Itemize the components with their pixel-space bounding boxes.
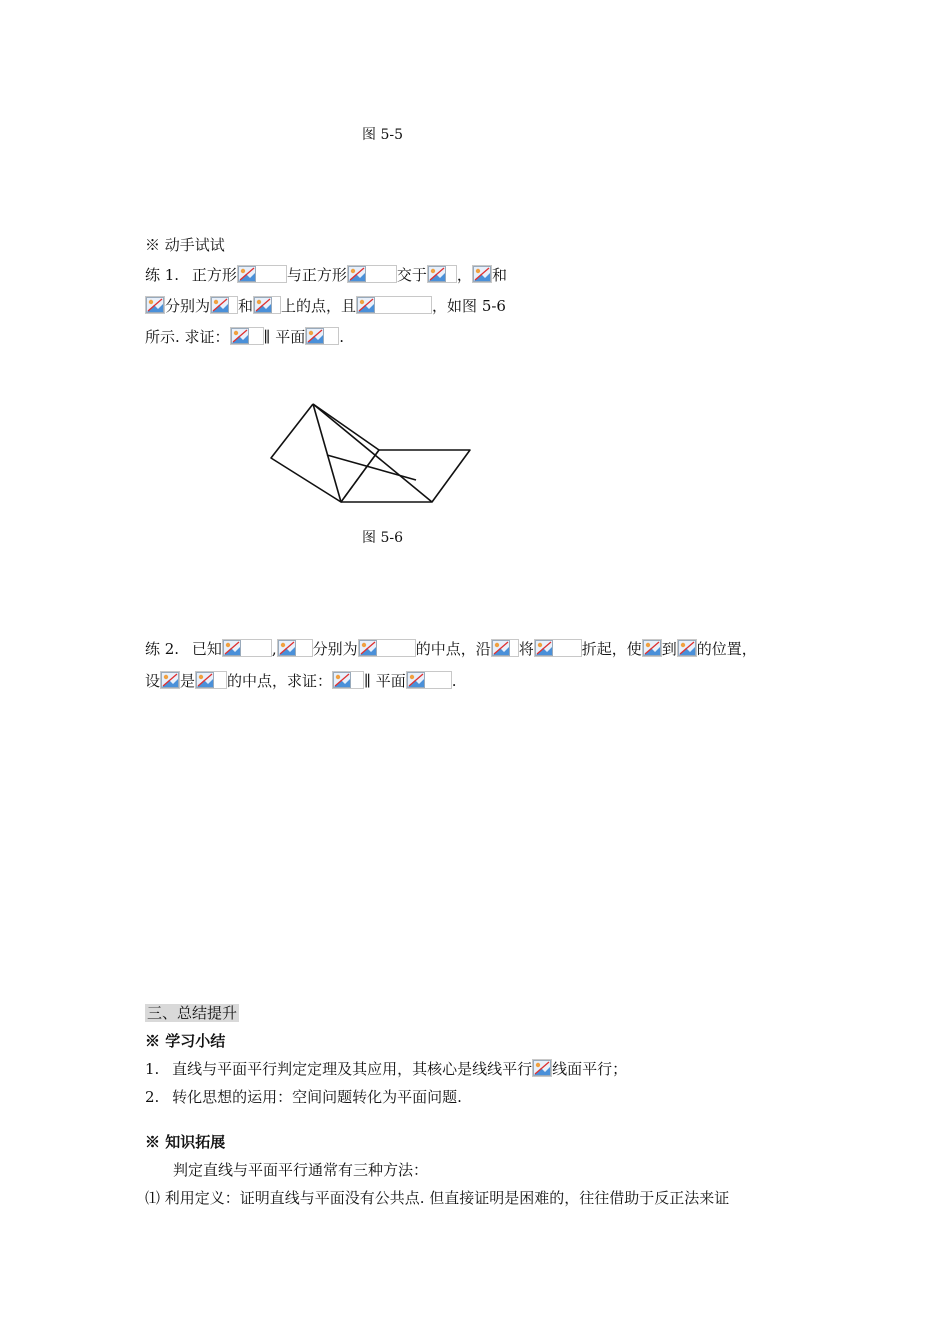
figure-5-6-caption: 图 5-6 (362, 530, 403, 546)
extension-intro: 判定直线与平面平行通常有三种方法： (173, 1161, 429, 1179)
exercise-1-line-3 (145, 327, 344, 347)
broken-image-icon (359, 640, 377, 656)
exercise-2-line-1 (145, 639, 757, 659)
list-number: 1. (145, 1060, 160, 1078)
formula-image (237, 265, 287, 283)
section-heading: 三、总结提升 (147, 1004, 238, 1022)
formula-image (642, 639, 662, 657)
formula-image (277, 639, 313, 657)
summary-heading: ※ 学习小结 (145, 1032, 226, 1050)
exercise-2-label: 练 2. (145, 640, 180, 658)
text: 的中点，沿 (415, 640, 491, 658)
extension-item-1: ⑴ 利用定义：证明直线与平面没有公共点. 但直接证明是困难的，往往借助于反正法来证 (145, 1189, 730, 1207)
formula-image (347, 265, 397, 283)
summary-section-title (145, 1003, 239, 1023)
text: 将 (518, 640, 534, 658)
text: 上的点，且 (281, 297, 357, 315)
broken-image-icon (348, 266, 366, 282)
text: ∥ 平面 (263, 328, 306, 346)
summary-item-2 (145, 1087, 462, 1107)
broken-image-icon (278, 640, 296, 656)
text: ， (456, 266, 472, 284)
text: ，如图 5-6 (432, 297, 506, 315)
formula-image (472, 265, 492, 283)
broken-image-icon (254, 297, 272, 313)
formula-image (230, 327, 264, 345)
broken-image-icon (333, 672, 351, 688)
formula-image (253, 296, 281, 314)
broken-image-icon (428, 266, 446, 282)
formula-image (427, 265, 457, 283)
list-text: 转化思想的运用：空间问题转化为平面问题. (172, 1088, 462, 1106)
text: 和 (491, 266, 507, 284)
broken-image-icon (535, 640, 553, 656)
broken-image-icon (231, 328, 249, 344)
text: 已知 (191, 640, 222, 658)
list-text: 线面平行； (552, 1060, 628, 1078)
exercise-1-label: 练 1. (145, 266, 180, 284)
practice-heading: ※ 动手试试 (145, 236, 225, 254)
formula-image (145, 296, 165, 314)
broken-image-icon (306, 328, 324, 344)
formula-image (491, 639, 519, 657)
formula-image (222, 639, 272, 657)
broken-image-icon (533, 1060, 551, 1076)
formula-image (195, 671, 227, 689)
broken-image-icon (643, 640, 661, 656)
formula-image (356, 296, 432, 314)
text: . (451, 672, 457, 690)
broken-image-icon (223, 640, 241, 656)
broken-image-icon (473, 266, 491, 282)
figure-edge (327, 455, 416, 480)
text: ∥ 平面 (364, 672, 406, 690)
formula-image (160, 671, 180, 689)
broken-image-icon (161, 672, 179, 688)
broken-image-icon (196, 672, 214, 688)
text: 的位置， (696, 640, 757, 658)
text: 与正方形 (286, 266, 347, 284)
exercise-1-line-1 (145, 265, 507, 285)
broken-image-icon (407, 672, 425, 688)
text: 和 (238, 297, 254, 315)
broken-image-icon (238, 266, 256, 282)
formula-image (677, 639, 697, 657)
exercise-2-line-2 (145, 671, 457, 691)
text: 所示. 求证： (145, 328, 230, 346)
text: 的中点，求证： (227, 672, 333, 690)
text: 是 (180, 672, 196, 690)
text: 设 (145, 672, 161, 690)
broken-image-icon (492, 640, 510, 656)
text: , (271, 640, 277, 658)
figure-5-5-caption: 图 5-5 (362, 127, 403, 143)
text: 分别为 (165, 297, 211, 315)
formula-image (305, 327, 339, 345)
text: 折起，使 (581, 640, 642, 658)
extension-heading: ※ 知识拓展 (145, 1133, 226, 1151)
broken-image-icon (678, 640, 696, 656)
text: 到 (661, 640, 677, 658)
exercise-1-line-2 (145, 296, 506, 316)
text: . (339, 328, 345, 346)
broken-image-icon (146, 297, 164, 313)
formula-image (210, 296, 238, 314)
text: 交于 (396, 266, 427, 284)
figure-5-6 (265, 398, 475, 506)
figure-edge (313, 404, 432, 502)
formula-image (358, 639, 416, 657)
formula-image (534, 639, 582, 657)
text: 正方形 (191, 266, 237, 284)
figure-edge (271, 404, 379, 502)
broken-image-icon (211, 297, 229, 313)
formula-image (406, 671, 452, 689)
list-text: 直线与平面平行判定定理及其应用，其核心是线线平行 (172, 1060, 533, 1078)
formula-image (532, 1059, 552, 1077)
formula-image (332, 671, 364, 689)
summary-item-1 (145, 1059, 627, 1079)
broken-image-icon (357, 297, 375, 313)
list-number: 2. (145, 1088, 160, 1106)
text: 分别为 (312, 640, 358, 658)
